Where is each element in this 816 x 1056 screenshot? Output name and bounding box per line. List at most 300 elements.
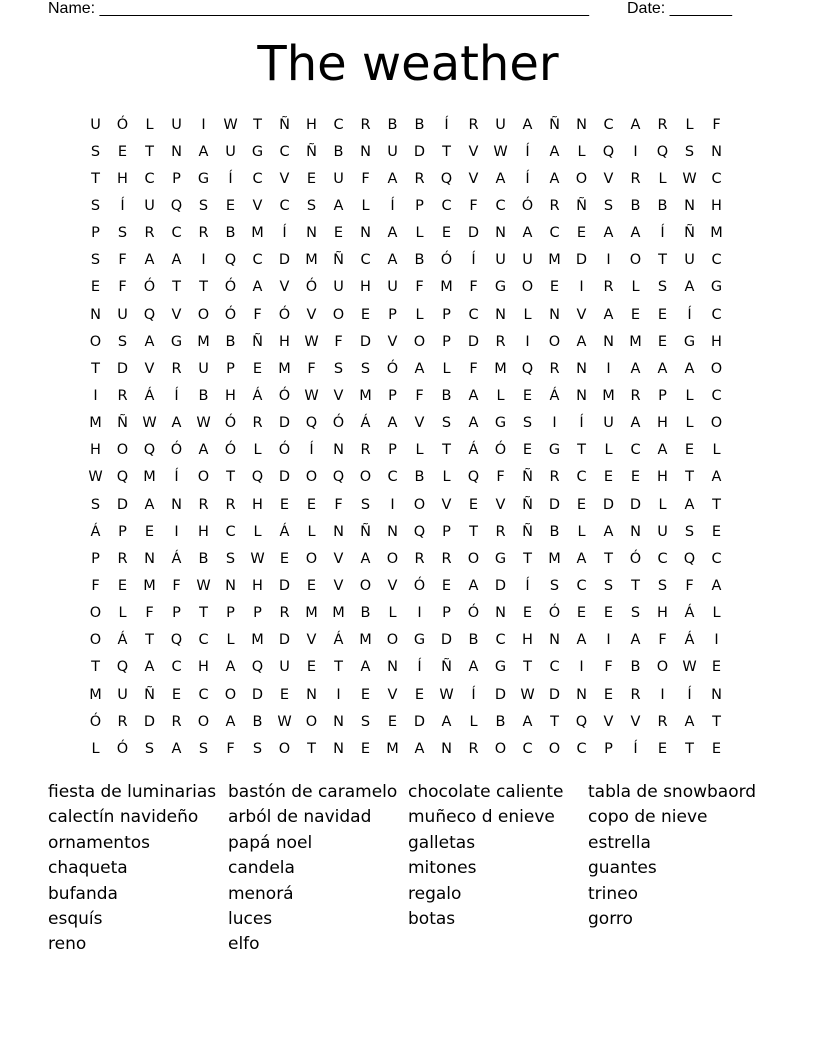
grid-letter[interactable]: E: [441, 225, 452, 242]
grid-letter[interactable]: Ñ: [360, 523, 371, 540]
grid-letter[interactable]: C: [171, 659, 182, 676]
grid-letter[interactable]: L: [253, 442, 262, 459]
grid-letter[interactable]: E: [387, 713, 398, 730]
grid-letter[interactable]: V: [576, 306, 587, 323]
grid-letter[interactable]: S: [90, 197, 101, 214]
grid-letter[interactable]: N: [387, 523, 398, 540]
grid-letter[interactable]: Q: [413, 523, 426, 540]
grid-letter[interactable]: D: [278, 577, 291, 594]
grid-letter[interactable]: Í: [417, 659, 422, 676]
grid-letter[interactable]: Q: [602, 143, 615, 160]
grid-letter[interactable]: V: [306, 632, 317, 649]
grid-letter[interactable]: R: [225, 496, 236, 513]
grid-letter[interactable]: N: [306, 686, 317, 703]
grid-letter[interactable]: H: [360, 279, 371, 296]
grid-letter[interactable]: P: [604, 740, 613, 757]
grid-letter[interactable]: Ó: [278, 442, 291, 459]
grid-letter[interactable]: V: [495, 496, 506, 513]
grid-letter[interactable]: Á: [684, 632, 695, 649]
grid-letter[interactable]: E: [711, 659, 722, 676]
grid-letter[interactable]: U: [684, 252, 695, 269]
grid-letter[interactable]: Í: [174, 469, 179, 486]
grid-letter[interactable]: Ó: [386, 360, 399, 377]
grid-letter[interactable]: D: [494, 686, 507, 703]
grid-letter[interactable]: H: [711, 197, 722, 214]
grid-letter[interactable]: N: [495, 225, 506, 242]
grid-letter[interactable]: Ñ: [306, 143, 317, 160]
grid-letter[interactable]: V: [306, 306, 317, 323]
grid-letter[interactable]: O: [386, 632, 399, 649]
grid-letter[interactable]: A: [711, 469, 722, 486]
grid-letter[interactable]: V: [333, 577, 344, 594]
grid-letter[interactable]: Ñ: [549, 116, 560, 133]
grid-letter[interactable]: A: [684, 496, 695, 513]
grid-letter[interactable]: L: [145, 116, 154, 133]
grid-letter[interactable]: O: [116, 442, 129, 459]
grid-letter[interactable]: B: [225, 225, 236, 242]
grid-letter[interactable]: P: [91, 225, 100, 242]
grid-letter[interactable]: A: [522, 713, 533, 730]
grid-letter[interactable]: O: [197, 469, 210, 486]
grid-letter[interactable]: H: [279, 333, 290, 350]
grid-letter[interactable]: A: [522, 116, 533, 133]
grid-letter[interactable]: T: [550, 713, 559, 730]
grid-letter[interactable]: L: [469, 713, 478, 730]
grid-letter[interactable]: U: [171, 116, 182, 133]
grid-letter[interactable]: H: [252, 577, 263, 594]
grid-letter[interactable]: Á: [333, 632, 344, 649]
grid-letter[interactable]: A: [171, 415, 182, 432]
grid-letter[interactable]: N: [90, 306, 101, 323]
grid-letter[interactable]: N: [333, 740, 344, 757]
grid-letter[interactable]: O: [656, 659, 669, 676]
grid-letter[interactable]: O: [89, 632, 102, 649]
grid-letter[interactable]: T: [442, 442, 451, 459]
grid-letter[interactable]: E: [549, 279, 560, 296]
grid-letter[interactable]: A: [468, 387, 479, 404]
grid-letter[interactable]: V: [468, 170, 479, 187]
grid-letter[interactable]: E: [576, 225, 587, 242]
grid-letter[interactable]: H: [657, 605, 668, 622]
grid-letter[interactable]: C: [225, 523, 236, 540]
grid-letter[interactable]: B: [630, 659, 641, 676]
grid-letter[interactable]: I: [201, 252, 206, 269]
grid-letter[interactable]: D: [278, 415, 291, 432]
grid-letter[interactable]: Q: [656, 143, 669, 160]
grid-letter[interactable]: F: [415, 279, 424, 296]
grid-letter[interactable]: L: [712, 442, 721, 459]
grid-letter[interactable]: D: [575, 252, 588, 269]
grid-letter[interactable]: S: [684, 143, 695, 160]
grid-letter[interactable]: Q: [116, 469, 129, 486]
grid-letter[interactable]: C: [495, 632, 506, 649]
grid-letter[interactable]: T: [442, 143, 451, 160]
grid-letter[interactable]: M: [602, 387, 615, 404]
grid-letter[interactable]: Í: [579, 415, 584, 432]
grid-letter[interactable]: L: [442, 469, 451, 486]
grid-letter[interactable]: P: [118, 523, 127, 540]
grid-letter[interactable]: E: [306, 170, 317, 187]
grid-letter[interactable]: N: [360, 143, 371, 160]
grid-letter[interactable]: R: [657, 713, 668, 730]
grid-letter[interactable]: G: [494, 415, 507, 432]
grid-letter[interactable]: Ó: [305, 279, 318, 296]
grid-letter[interactable]: F: [496, 469, 505, 486]
grid-letter[interactable]: N: [495, 605, 506, 622]
grid-letter[interactable]: L: [658, 496, 667, 513]
grid-letter[interactable]: Q: [683, 550, 696, 567]
grid-letter[interactable]: A: [144, 252, 155, 269]
grid-letter[interactable]: E: [684, 442, 695, 459]
grid-letter[interactable]: N: [576, 116, 587, 133]
grid-letter[interactable]: P: [388, 387, 397, 404]
grid-letter[interactable]: Ó: [467, 605, 480, 622]
grid-letter[interactable]: D: [278, 252, 291, 269]
grid-letter[interactable]: Ó: [548, 605, 561, 622]
grid-letter[interactable]: H: [657, 469, 668, 486]
grid-letter[interactable]: N: [711, 143, 722, 160]
grid-letter[interactable]: M: [440, 279, 453, 296]
grid-letter[interactable]: I: [606, 252, 611, 269]
grid-letter[interactable]: Á: [279, 523, 290, 540]
grid-letter[interactable]: C: [144, 170, 155, 187]
grid-letter[interactable]: T: [685, 469, 694, 486]
grid-letter[interactable]: A: [711, 577, 722, 594]
grid-letter[interactable]: V: [279, 279, 290, 296]
grid-letter[interactable]: R: [198, 225, 209, 242]
grid-letter[interactable]: I: [390, 496, 395, 513]
grid-letter[interactable]: N: [171, 496, 182, 513]
grid-letter[interactable]: F: [361, 170, 370, 187]
grid-letter[interactable]: D: [278, 469, 291, 486]
grid-letter[interactable]: A: [522, 225, 533, 242]
grid-letter[interactable]: F: [118, 279, 127, 296]
grid-letter[interactable]: H: [522, 632, 533, 649]
grid-letter[interactable]: U: [117, 686, 128, 703]
grid-letter[interactable]: C: [171, 225, 182, 242]
grid-letter[interactable]: P: [172, 605, 181, 622]
grid-letter[interactable]: B: [414, 116, 425, 133]
grid-letter[interactable]: O: [494, 740, 507, 757]
grid-letter[interactable]: A: [171, 252, 182, 269]
grid-letter[interactable]: B: [468, 632, 479, 649]
grid-letter[interactable]: Ó: [170, 442, 183, 459]
grid-letter[interactable]: M: [629, 333, 642, 350]
grid-letter[interactable]: B: [360, 605, 371, 622]
grid-letter[interactable]: L: [307, 523, 316, 540]
grid-letter[interactable]: N: [684, 197, 695, 214]
grid-letter[interactable]: S: [117, 333, 128, 350]
grid-letter[interactable]: Í: [687, 306, 692, 323]
grid-letter[interactable]: E: [252, 360, 263, 377]
grid-letter[interactable]: Ñ: [684, 225, 695, 242]
grid-letter[interactable]: Ñ: [576, 197, 587, 214]
grid-letter[interactable]: L: [712, 605, 721, 622]
grid-letter[interactable]: C: [198, 632, 209, 649]
grid-letter[interactable]: R: [360, 116, 371, 133]
grid-letter[interactable]: S: [522, 415, 533, 432]
grid-letter[interactable]: A: [171, 740, 182, 757]
grid-letter[interactable]: W: [196, 577, 211, 594]
grid-letter[interactable]: O: [629, 252, 642, 269]
grid-letter[interactable]: Ó: [413, 577, 426, 594]
grid-letter[interactable]: M: [305, 605, 318, 622]
grid-letter[interactable]: Q: [575, 713, 588, 730]
grid-letter[interactable]: Q: [224, 252, 237, 269]
grid-letter[interactable]: U: [117, 306, 128, 323]
grid-letter[interactable]: T: [199, 279, 208, 296]
grid-letter[interactable]: Í: [471, 252, 476, 269]
grid-letter[interactable]: I: [579, 279, 584, 296]
grid-letter[interactable]: Í: [174, 387, 179, 404]
grid-letter[interactable]: I: [174, 523, 179, 540]
grid-letter[interactable]: A: [576, 333, 587, 350]
grid-letter[interactable]: D: [359, 333, 372, 350]
grid-letter[interactable]: N: [711, 686, 722, 703]
grid-letter[interactable]: G: [170, 333, 183, 350]
grid-letter[interactable]: F: [172, 577, 181, 594]
grid-letter[interactable]: O: [89, 333, 102, 350]
grid-letter[interactable]: A: [252, 279, 263, 296]
grid-letter[interactable]: Á: [252, 387, 263, 404]
grid-letter[interactable]: T: [226, 469, 235, 486]
grid-letter[interactable]: N: [630, 523, 641, 540]
grid-letter[interactable]: B: [549, 523, 560, 540]
grid-letter[interactable]: Í: [660, 225, 665, 242]
grid-letter[interactable]: G: [251, 143, 264, 160]
grid-letter[interactable]: B: [414, 469, 425, 486]
grid-letter[interactable]: Í: [525, 577, 530, 594]
grid-letter[interactable]: F: [658, 632, 667, 649]
grid-letter[interactable]: Ó: [629, 550, 642, 567]
grid-letter[interactable]: R: [414, 550, 425, 567]
grid-letter[interactable]: M: [359, 387, 372, 404]
grid-letter[interactable]: Q: [143, 306, 156, 323]
grid-letter[interactable]: E: [576, 605, 587, 622]
grid-letter[interactable]: Í: [525, 143, 530, 160]
grid-letter[interactable]: C: [333, 116, 344, 133]
grid-letter[interactable]: Í: [633, 740, 638, 757]
grid-letter[interactable]: E: [414, 686, 425, 703]
grid-letter[interactable]: H: [225, 387, 236, 404]
grid-letter[interactable]: B: [225, 333, 236, 350]
grid-letter[interactable]: Í: [390, 197, 395, 214]
grid-letter[interactable]: D: [548, 686, 561, 703]
grid-letter[interactable]: C: [657, 550, 668, 567]
grid-letter[interactable]: E: [360, 306, 371, 323]
grid-letter[interactable]: G: [494, 279, 507, 296]
grid-letter[interactable]: N: [171, 143, 182, 160]
grid-letter[interactable]: R: [171, 360, 182, 377]
grid-letter[interactable]: A: [387, 252, 398, 269]
grid-letter[interactable]: T: [658, 252, 667, 269]
grid-letter[interactable]: F: [334, 333, 343, 350]
grid-letter[interactable]: G: [494, 550, 507, 567]
grid-letter[interactable]: Á: [144, 387, 155, 404]
grid-letter[interactable]: S: [333, 360, 344, 377]
grid-letter[interactable]: P: [442, 306, 451, 323]
grid-letter[interactable]: W: [304, 387, 319, 404]
grid-letter[interactable]: O: [386, 550, 399, 567]
grid-letter[interactable]: S: [360, 713, 371, 730]
grid-letter[interactable]: R: [657, 116, 668, 133]
grid-letter[interactable]: M: [305, 252, 318, 269]
grid-letter[interactable]: F: [685, 577, 694, 594]
grid-letter[interactable]: P: [388, 306, 397, 323]
grid-letter[interactable]: I: [552, 415, 557, 432]
grid-letter[interactable]: V: [387, 333, 398, 350]
grid-letter[interactable]: T: [145, 632, 154, 649]
grid-letter[interactable]: Ó: [278, 387, 291, 404]
grid-letter[interactable]: P: [442, 333, 451, 350]
grid-letter[interactable]: V: [171, 306, 182, 323]
grid-letter[interactable]: O: [710, 415, 723, 432]
grid-letter[interactable]: P: [226, 360, 235, 377]
grid-letter[interactable]: A: [549, 143, 560, 160]
grid-letter[interactable]: E: [468, 496, 479, 513]
grid-letter[interactable]: A: [144, 659, 155, 676]
grid-letter[interactable]: Ó: [494, 442, 507, 459]
grid-letter[interactable]: C: [630, 442, 641, 459]
grid-letter[interactable]: T: [91, 659, 100, 676]
grid-letter[interactable]: Ó: [116, 116, 129, 133]
grid-letter[interactable]: W: [142, 415, 157, 432]
grid-letter[interactable]: Í: [471, 686, 476, 703]
grid-letter[interactable]: A: [630, 415, 641, 432]
grid-letter[interactable]: L: [415, 225, 424, 242]
grid-letter[interactable]: M: [251, 225, 264, 242]
grid-letter[interactable]: T: [199, 605, 208, 622]
grid-letter[interactable]: E: [117, 577, 128, 594]
grid-letter[interactable]: R: [360, 442, 371, 459]
grid-letter[interactable]: Ó: [89, 713, 102, 730]
grid-letter[interactable]: U: [144, 197, 155, 214]
grid-letter[interactable]: D: [251, 686, 264, 703]
grid-letter[interactable]: Q: [521, 360, 534, 377]
grid-letter[interactable]: P: [415, 197, 424, 214]
grid-letter[interactable]: V: [603, 170, 614, 187]
grid-letter[interactable]: A: [225, 659, 236, 676]
grid-letter[interactable]: S: [441, 415, 452, 432]
grid-letter[interactable]: S: [117, 225, 128, 242]
grid-letter[interactable]: S: [657, 279, 668, 296]
grid-letter[interactable]: S: [630, 605, 641, 622]
grid-letter[interactable]: N: [306, 225, 317, 242]
grid-letter[interactable]: C: [549, 659, 560, 676]
grid-letter[interactable]: I: [417, 605, 422, 622]
grid-letter[interactable]: L: [577, 143, 586, 160]
grid-letter[interactable]: O: [413, 333, 426, 350]
grid-letter[interactable]: M: [89, 686, 102, 703]
grid-letter[interactable]: A: [630, 632, 641, 649]
grid-letter[interactable]: A: [144, 496, 155, 513]
grid-letter[interactable]: C: [468, 306, 479, 323]
grid-letter[interactable]: B: [333, 143, 344, 160]
grid-letter[interactable]: M: [359, 632, 372, 649]
grid-letter[interactable]: C: [279, 143, 290, 160]
grid-letter[interactable]: E: [630, 469, 641, 486]
grid-letter[interactable]: A: [387, 225, 398, 242]
grid-letter[interactable]: Ñ: [522, 496, 533, 513]
grid-letter[interactable]: O: [332, 306, 345, 323]
grid-letter[interactable]: Í: [120, 197, 125, 214]
grid-letter[interactable]: A: [387, 415, 398, 432]
grid-letter[interactable]: U: [495, 116, 506, 133]
grid-letter[interactable]: D: [413, 713, 426, 730]
grid-letter[interactable]: N: [576, 360, 587, 377]
grid-letter[interactable]: C: [576, 740, 587, 757]
grid-letter[interactable]: Q: [170, 197, 183, 214]
grid-letter[interactable]: S: [603, 197, 614, 214]
grid-letter[interactable]: Ó: [224, 442, 237, 459]
grid-letter[interactable]: R: [198, 496, 209, 513]
grid-letter[interactable]: E: [522, 387, 533, 404]
grid-letter[interactable]: D: [494, 577, 507, 594]
grid-letter[interactable]: F: [469, 279, 478, 296]
grid-letter[interactable]: G: [548, 442, 561, 459]
grid-letter[interactable]: A: [414, 740, 425, 757]
grid-letter[interactable]: O: [359, 577, 372, 594]
grid-letter[interactable]: E: [576, 496, 587, 513]
grid-letter[interactable]: Ñ: [333, 252, 344, 269]
grid-letter[interactable]: Ó: [224, 415, 237, 432]
grid-letter[interactable]: R: [549, 469, 560, 486]
grid-letter[interactable]: P: [388, 442, 397, 459]
grid-letter[interactable]: I: [579, 659, 584, 676]
grid-letter[interactable]: A: [441, 713, 452, 730]
grid-letter[interactable]: E: [306, 577, 317, 594]
grid-letter[interactable]: E: [117, 143, 128, 160]
grid-letter[interactable]: S: [657, 577, 668, 594]
grid-letter[interactable]: Í: [282, 225, 287, 242]
grid-letter[interactable]: I: [606, 360, 611, 377]
grid-letter[interactable]: L: [253, 523, 262, 540]
grid-letter[interactable]: Í: [444, 116, 449, 133]
grid-letter[interactable]: T: [307, 740, 316, 757]
grid-letter[interactable]: V: [333, 387, 344, 404]
grid-letter[interactable]: Ó: [116, 740, 129, 757]
grid-letter[interactable]: R: [468, 116, 479, 133]
grid-letter[interactable]: Ñ: [252, 333, 263, 350]
grid-letter[interactable]: E: [657, 306, 668, 323]
grid-letter[interactable]: R: [630, 686, 641, 703]
grid-letter[interactable]: S: [225, 550, 236, 567]
grid-letter[interactable]: H: [198, 523, 209, 540]
grid-letter[interactable]: R: [603, 279, 614, 296]
grid-letter[interactable]: Á: [549, 387, 560, 404]
grid-letter[interactable]: M: [89, 415, 102, 432]
grid-letter[interactable]: N: [225, 577, 236, 594]
grid-letter[interactable]: E: [360, 740, 371, 757]
grid-letter[interactable]: B: [252, 713, 263, 730]
grid-letter[interactable]: N: [441, 740, 452, 757]
grid-letter[interactable]: S: [198, 740, 209, 757]
grid-letter[interactable]: Ó: [224, 306, 237, 323]
grid-letter[interactable]: E: [603, 686, 614, 703]
grid-letter[interactable]: T: [577, 442, 586, 459]
grid-letter[interactable]: L: [361, 197, 370, 214]
grid-letter[interactable]: C: [711, 170, 722, 187]
grid-letter[interactable]: Í: [687, 686, 692, 703]
grid-letter[interactable]: T: [172, 279, 181, 296]
grid-letter[interactable]: Ñ: [144, 686, 155, 703]
grid-letter[interactable]: L: [604, 442, 613, 459]
grid-letter[interactable]: R: [495, 523, 506, 540]
grid-letter[interactable]: P: [253, 605, 262, 622]
grid-letter[interactable]: T: [91, 360, 100, 377]
grid-letter[interactable]: Ó: [278, 306, 291, 323]
grid-letter[interactable]: T: [712, 713, 721, 730]
